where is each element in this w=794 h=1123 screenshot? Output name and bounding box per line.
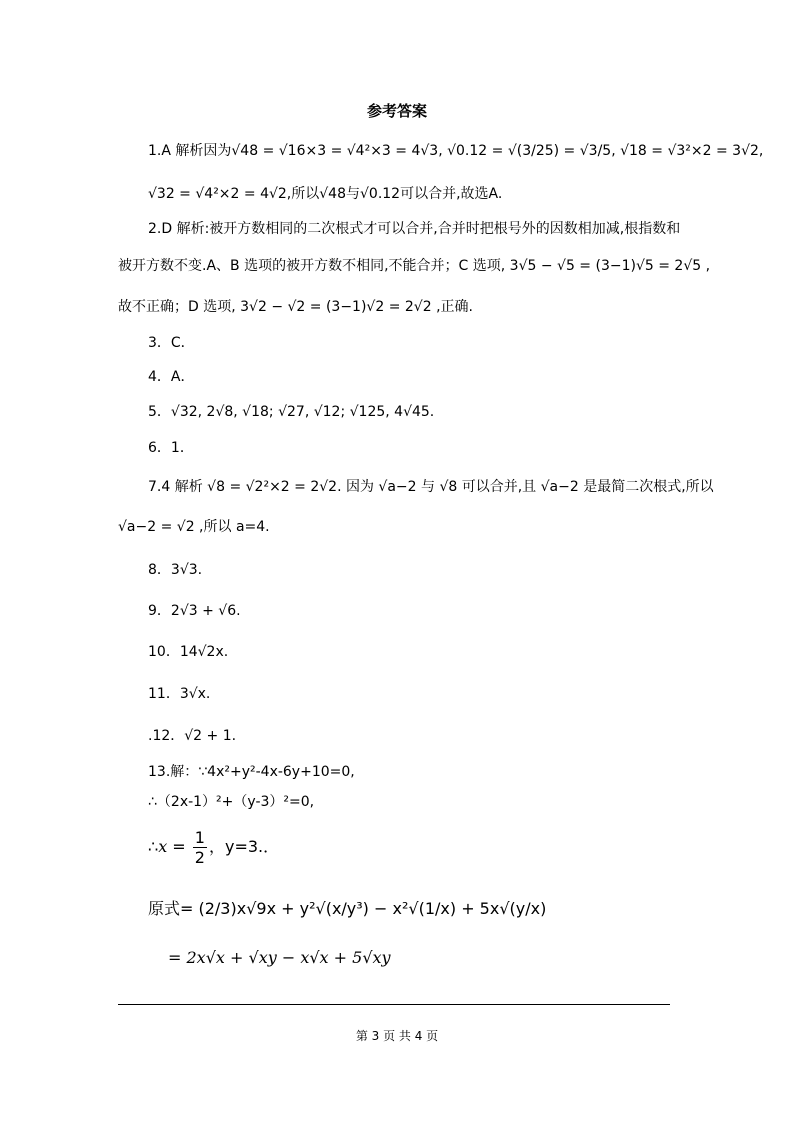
answer-7-line-1: 7.4 解析 √8 = √2²×2 = 2√2. 因为 √a−2 与 √8 可以合并,且 √a−2 是最简二次根式,所以 [148,479,714,495]
answer-13-line-4: 原式= (2/3)x√9x + y²√(x/y³) − x²√(1/x) + 5x√(y/x) [148,899,547,918]
answer-8: 8．3√3. [148,562,203,578]
answer-5: 5．√32, 2√8, √18; √27, √12; √125, 4√45. [148,404,435,420]
fraction-numerator: 1 [194,828,205,847]
answer-11: 11．3√x. [148,686,211,702]
therefore-symbol: ∴ [148,837,159,856]
answer-1-line-1: 1.A 解析因为√48 = √16×3 = √4²×3 = 4√3, √0.12 = √(3/25) = √3/5, √18 = √3²×2 = 3√2, [148,143,764,159]
answer-2-line-2: 被开方数不变.A、B 选项的被开方数不相同,不能合并；C 选项, 3√5 − √5 = (3−1)√5 = 2√5 , [118,258,711,274]
answer-3: 3．C． [148,335,195,351]
answer-2-line-3: 故不正确；D 选项, 3√2 − √2 = (3−1)√2 = 2√2 ,正确. [118,299,473,315]
answer-6: 6．1． [148,440,194,456]
page-footer: 第 3 页 共 4 页 [355,1029,439,1043]
y-value: ，y=3.． [208,837,280,856]
answer-2-line-1: 2.D 解析:被开方数相同的二次根式才可以合并,合并时把根号外的因数相加减,根指数和 [148,221,681,237]
answer-10: 10．14√2x. [148,644,229,660]
answer-13-line-5: = 2x√x + √xy − x√x + 5√xy [168,948,391,967]
answer-13-line-1: 13.解：∵4x²+y²-4x-6y+10=0, [148,764,355,780]
answer-1-line-2: √32 = √4²×2 = 4√2,所以√48与√0.12可以合并,故选A. [148,186,503,202]
equals-sign: = [167,837,191,856]
fraction-one-half [193,828,207,867]
footer-divider [118,1004,670,1005]
answer-9: 9．2√3 + √6. [148,603,241,619]
answer-7-line-2: √a−2 = √2 ,所以 a=4. [118,519,270,535]
variable-x: x [158,837,168,856]
answer-13-line-2: ∴（2x-1）²+（y-3）²=0, [148,794,315,810]
answer-4: 4．A． [148,369,195,385]
answer-12: .12．√2 + 1. [148,728,237,744]
answer-13-line-3 [148,828,279,867]
fraction-denominator: 2 [194,848,205,867]
page-title: 参考答案 [366,102,427,120]
